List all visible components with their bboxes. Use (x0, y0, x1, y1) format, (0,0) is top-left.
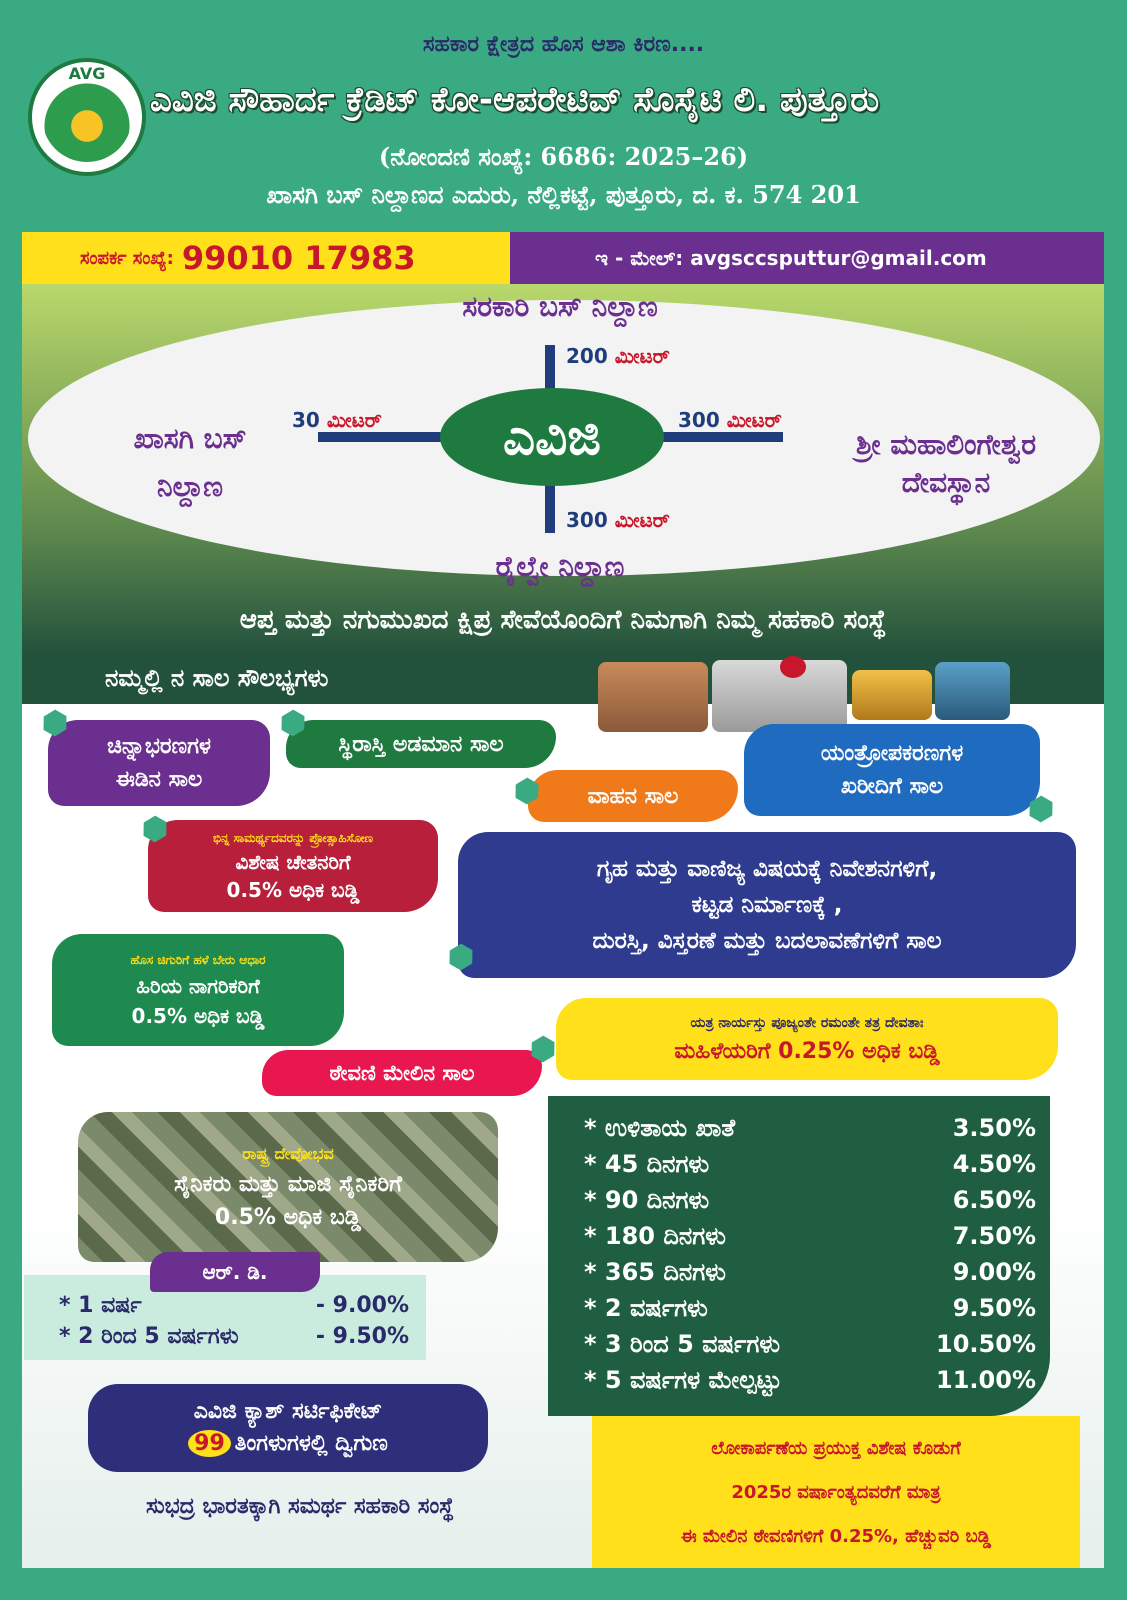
header-tagline: ಸಹಕಾರ ಕ್ಷೇತ್ರದ ಹೊಸ ಆಶಾ ಕಿರಣ.... (422, 32, 705, 57)
rd-row-value: - 9.50% (315, 1324, 409, 1349)
rate-row (584, 1254, 1036, 1290)
housing-line-1: ಗೃಹ ಮತ್ತು ವಾಣಿಜ್ಯ ವಿಷಯಕ್ಕೆ ನಿವೇಶನಗಳಿಗೆ, (596, 856, 938, 882)
deposit-loan-card: ಠೇವಣಿ ಮೇಲಿನ ಸಾಲ (262, 1050, 542, 1096)
gold-icon (852, 670, 932, 720)
senior-tag: ಹೊಸ ಚಿಗುರಿಗೆ ಹಳೆ ಬೇರು ಆಧಾರ (130, 952, 266, 967)
rate-value: 10.50% (936, 1330, 1036, 1358)
special-offer-line-1: ಲೋಕಾರ್ಪಣೆಯ ಪ್ರಯುಕ್ತ ವಿಶೇಷ ಕೊಡುಗೆ (711, 1437, 961, 1459)
map-center-avg: ಎವಿಜಿ (440, 388, 664, 486)
rd-row (59, 1293, 409, 1318)
housing-loan-card (458, 832, 1076, 978)
rate-row (584, 1110, 1036, 1146)
service-slogan: ಆಪ್ತ ಮತ್ತು ನಗುಮುಖದ ಕ್ಷಿಪ್ರ ಸೇವೆಯೊಂದಿಗೆ ನಿಮಗಾಗಿ ನಿಮ್ಮ ಸಹಕಾರಿ ಸಂಸ್ಥೆ (239, 605, 887, 635)
rd-row-value: - 9.00% (315, 1293, 409, 1318)
machinery-loan-card (744, 724, 1040, 816)
rd-row-label: * 2 ರಿಂದ 5 ವರ್ಷಗಳು (59, 1324, 239, 1349)
rate-value: 11.00% (936, 1366, 1036, 1394)
phone-label: ಸಂಪರ್ಕ ಸಂಖ್ಯೆ: (80, 247, 174, 269)
disabled-line-2: 0.5% ಅಧಿಕ ಬಡ್ಡಿ (226, 877, 360, 902)
gold-loan-line-1: ಚಿನ್ನಾಭರಣಗಳ (107, 734, 211, 759)
rate-value: 6.50% (952, 1186, 1036, 1214)
deposit-rates-panel (548, 1096, 1050, 1416)
loan-heading: ನಮ್ಮಲ್ಲಿ ನ ಸಾಲ ಸೌಲಭ್ಯಗಳು (105, 664, 329, 692)
rate-row (584, 1146, 1036, 1182)
map-west-label-1: ಖಾಸಗಿ ಬಸ್ (133, 422, 247, 455)
special-offer-box (592, 1416, 1080, 1568)
rate-value: 9.00% (952, 1258, 1036, 1286)
rd-tag: ಆರ್. ಡಿ. (150, 1252, 320, 1292)
cash-cert-months: 99 (188, 1430, 231, 1457)
rate-row (584, 1218, 1036, 1254)
phone-number[interactable]: 99010 17983 (181, 239, 416, 277)
women-tag: ಯತ್ರ ನಾರ್ಯಸ್ತು ಪೂಜ್ಯಂತೇ ರಮಂತೇ ತತ್ರ ದೇವತಾಃ (690, 1014, 924, 1031)
map-east-label-2: ದೇವಸ್ಥಾನ (901, 466, 991, 499)
map-west-label-2: ನಿಲ್ದಾಣ (157, 470, 223, 503)
map-west-distance: 30 ಮೀಟರ್ (292, 408, 382, 432)
cash-certificate-card (88, 1384, 488, 1472)
rate-label: * 90 ದಿನಗಳು (584, 1186, 710, 1214)
rate-value: 9.50% (952, 1294, 1036, 1322)
rate-value: 7.50% (952, 1222, 1036, 1250)
logo-text: AVG (68, 64, 106, 83)
machinery-line-2: ಖರೀದಿಗೆ ಸಾಲ (840, 774, 944, 799)
address: ಖಾಸಗಿ ಬಸ್ ನಿಲ್ದಾಣದ ಎದುರು, ನೆಲ್ಲಿಕಟ್ಟೆ, ಪುತ್ತೂರು, ದ. ಕ. 574 201 (266, 180, 861, 209)
registration-number: (ನೋಂದಣಿ ಸಂಖ್ಯೆ: 6686: 2025–26) (378, 142, 749, 171)
housing-line-3: ದುರಸ್ತಿ, ವಿಸ್ತರಣೆ ಮತ್ತು ಬದಲಾವಣೆಗಳಿಗೆ ಸಾಲ (592, 928, 942, 954)
rate-row (584, 1290, 1036, 1326)
vehicle-loan-card: ವಾಹನ ಸಾಲ (528, 770, 738, 822)
rate-row (584, 1362, 1036, 1398)
email[interactable]: ಇ - ಮೇಲ್: avgsccsputtur@gmail.com (510, 232, 1104, 284)
rate-label: * 3 ರಿಂದ 5 ವರ್ಷಗಳು (584, 1330, 780, 1358)
army-line-1: ಸೈನಿಕರು ಮತ್ತು ಮಾಜಿ ಸೈನಿಕರಿಗೆ (174, 1172, 402, 1197)
gift-bow-icon (780, 656, 806, 678)
gold-loan-card (48, 720, 270, 806)
society-name: ಎವಿಜಿ ಸೌಹಾರ್ದ ಕ್ರೆಡಿಟ್ ಕೋ-ಆಪರೇಟಿವ್ ಸೊಸೈಟಿ ಲಿ. ಪುತ್ತೂರು (150, 80, 880, 120)
women-benefit-card (556, 998, 1058, 1080)
cash-cert-sub-text: ತಿಂಗಳುಗಳಲ್ಲಿ ದ್ವಿಗುಣ (234, 1431, 388, 1456)
map-south-distance: 300 ಮೀಟರ್ (566, 508, 670, 532)
senior-benefit-card (52, 934, 344, 1046)
cash-cert-title: ಎವಿಜಿ ಕ್ಯಾಶ್ ಸರ್ಟಿಫಿಕೇಟ್ (193, 1399, 383, 1424)
army-benefit-card (78, 1112, 498, 1262)
disabled-tag: ಭಿನ್ನ ಸಾಮರ್ಥ್ಯದವರನ್ನು ಪ್ರೋತ್ಸಾಹಿಸೋಣ (212, 830, 374, 845)
special-offer-line-2: 2025ರ ವರ್ಷಾಂತ್ಯದವರೆಗೆ ಮಾತ್ರ (731, 1481, 941, 1503)
map-north-label: ಸರಕಾರಿ ಬಸ್ ನಿಲ್ದಾಣ (462, 290, 658, 323)
rate-label: * 365 ದಿನಗಳು (584, 1258, 726, 1286)
rate-label: * ಉಳಿತಾಯ ಖಾತೆ (584, 1114, 736, 1142)
disabled-benefit-card (148, 820, 438, 912)
women-benefit: ಮಹಿಳೆಯರಿಗೆ 0.25% ಅಧಿಕ ಬಡ್ಡಿ (674, 1038, 940, 1064)
rate-label: * 2 ವರ್ಷಗಳು (584, 1294, 708, 1322)
rate-label: * 5 ವರ್ಷಗಳ ಮೇಲ್ಪಟ್ಟು (584, 1366, 782, 1394)
rate-label: * 180 ದಿನಗಳು (584, 1222, 726, 1250)
senior-line-1: ಹಿರಿಯ ನಾಗರಿಕರಿಗೆ (136, 973, 260, 998)
army-line-2: 0.5% ಅಧಿಕ ಬಡ್ಡಿ (214, 1205, 362, 1230)
house-icon (598, 662, 708, 732)
phone-box (22, 232, 510, 284)
map-south-label: ರೈಲ್ವೇ ನಿಲ್ದಾಣ (495, 550, 625, 583)
footer-tagline: ಸುಭದ್ರ ಭಾರತಕ್ಕಾಗಿ ಸಮರ್ಥ ಸಹಕಾರಿ ಸಂಸ್ಥೆ (145, 1494, 455, 1519)
machinery-icon (935, 662, 1010, 720)
rate-row (584, 1182, 1036, 1218)
special-offer-line-3: ಈ ಮೇಲಿನ ಠೇವಣಿಗಳಿಗೆ 0.25%, ಹೆಚ್ಚುವರಿ ಬಡ್ಡಿ (680, 1525, 992, 1547)
housing-line-2: ಕಟ್ಟಡ ನಿರ್ಮಾಣಕ್ಕೆ , (691, 892, 843, 918)
property-loan-card: ಸ್ಥಿರಾಸ್ತಿ ಅಡಮಾನ ಸಾಲ (286, 720, 556, 768)
rate-value: 3.50% (952, 1114, 1036, 1142)
gold-loan-line-2: ಈಡಿನ ಸಾಲ (115, 767, 203, 792)
map-east-distance: 300 ಮೀಟರ್ (678, 408, 782, 432)
army-tag: ರಾಷ್ಟ್ರ ದೇವೋಭವ (242, 1144, 334, 1163)
cash-cert-subtitle (188, 1430, 388, 1457)
rate-value: 4.50% (952, 1150, 1036, 1178)
disabled-line-1: ವಿಶೇಷ ಚೇತನರಿಗೆ (235, 849, 351, 874)
rd-row-label: * 1 ವರ್ಷ (59, 1293, 142, 1318)
machinery-line-1: ಯಂತ್ರೋಪಕರಣಗಳ (820, 741, 964, 766)
rate-row (584, 1326, 1036, 1362)
map-north-distance: 200 ಮೀಟರ್ (566, 344, 670, 368)
car-icon (712, 660, 847, 732)
senior-line-2: 0.5% ಅಧಿಕ ಬಡ್ಡಿ (131, 1003, 265, 1028)
rd-row (59, 1324, 409, 1349)
rate-label: * 45 ದಿನಗಳು (584, 1150, 710, 1178)
map-east-label-1: ಶ್ರೀ ಮಹಾಲಿಂಗೇಶ್ವರ (855, 428, 1037, 461)
